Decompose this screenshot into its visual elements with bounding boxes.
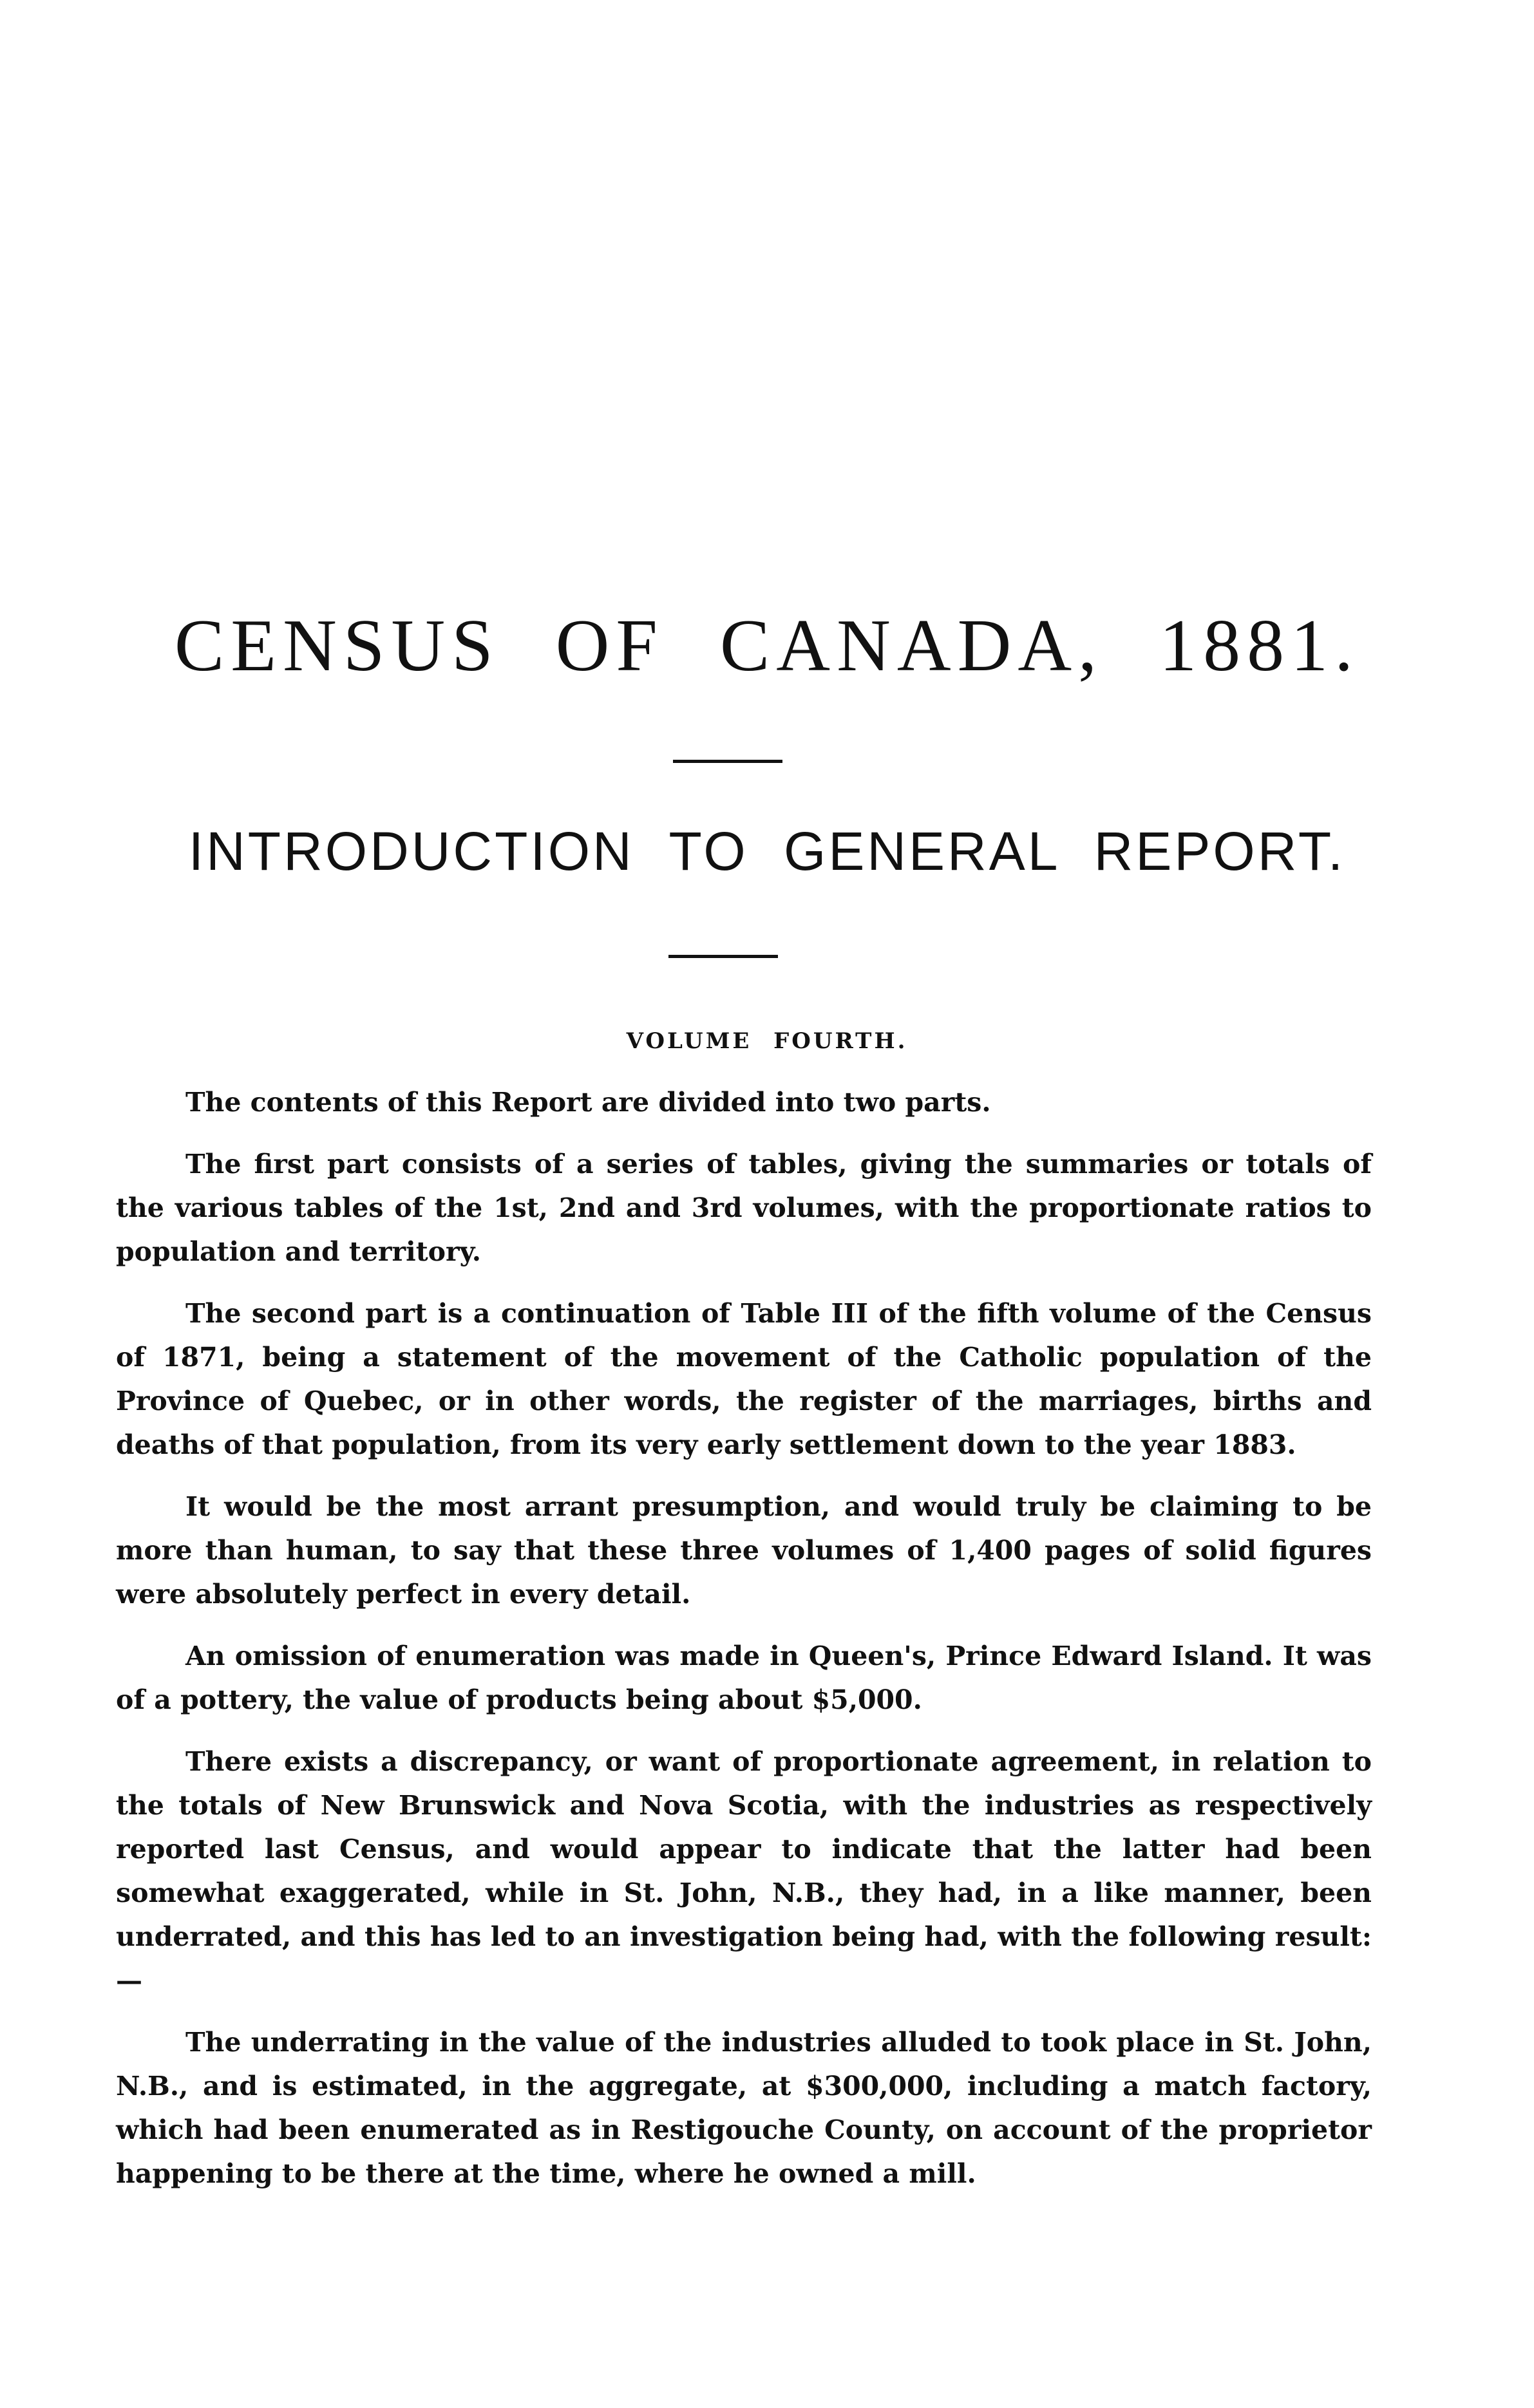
- paragraph-discrepancy: There exists a discrepancy, or want of proportionate agreement, in relation to the totals of New Brunswick and Nova Scotia, with the industries as respectively reported last Census, and would appear to indicate that the latter had been somewhat exaggerated, while in St. John, N.B., they had, in a like manner, been underrated, and this has led to an investigation being had, with the following result:—: [116, 1746, 1372, 1996]
- subtitle-divider: [668, 955, 778, 958]
- title-divider: [673, 760, 782, 763]
- body-text: [116, 1080, 1372, 2214]
- paragraph-underrating: The underrating in the value of the industries alluded to took place in St. John, N.B., and is estimated, in the aggregate, at $300,000, including a match factory, which had been enumerated as in Restigouche County, on account of the proprietor happening to be there at the time, where he owned a mill.: [116, 2027, 1372, 2189]
- paragraph-first-part: The first part consists of a series of tables, giving the summaries or totals of the various tables of the 1st, 2nd and 3rd volumes, with the proportionate ratios to population and territory.: [116, 1149, 1372, 1267]
- paragraph-second-part: The second part is a continuation of Table III of the fifth volume of the Census of 1871, being a statement of the movement of the Catholic population of the Province of Quebec, or in other words, the register of the marriages, births and deaths of that population, from its very early settlement down to the year 1883.: [116, 1298, 1372, 1460]
- document-subtitle: INTRODUCTION TO GENERAL REPORT.: [188, 821, 1346, 881]
- document-title: CENSUS OF CANADA, 1881.: [174, 605, 1360, 687]
- volume-heading: VOLUME FOURTH.: [626, 1028, 908, 1054]
- paragraph-contents: The contents of this Report are divided into two parts.: [185, 1087, 991, 1118]
- paragraph-omission: An omission of enumeration was made in Queen's, Prince Edward Island. It was of a pottery, the value of products being about $5,000.: [116, 1641, 1372, 1715]
- paragraph-presumption: It would be the most arrant presumption, and would truly be claiming to be more than human, to say that these three volumes of 1,400 pages of solid figures were absolutely perfect in every detail.: [116, 1491, 1372, 1610]
